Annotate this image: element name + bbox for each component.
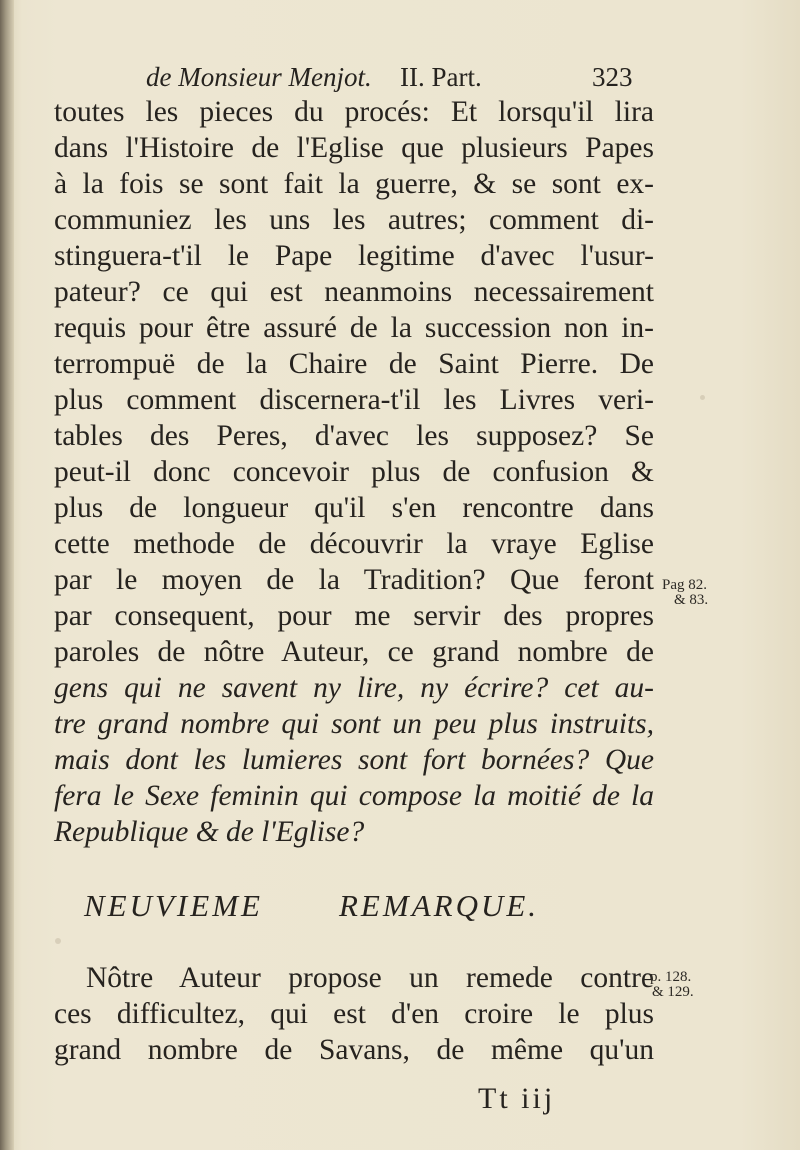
text-line: paroles de nôtre Auteur, ce grand nombre de (54, 636, 654, 668)
heading-word-2: REMARQUE. (339, 888, 540, 923)
text-line: requis pour être assuré de la succession non in- (54, 312, 654, 344)
foxing-spot (55, 938, 61, 944)
text-line: cette methode de découvrir la vraye Eglise (54, 528, 654, 560)
text-line: plus comment discernera-t'il les Livres veri- (54, 384, 654, 416)
text-line: à la fois se sont fait la guerre, & se sont ex- (54, 168, 654, 200)
running-title: de Monsieur Menjot. (146, 62, 372, 92)
text-line: dans l'Histoire de l'Eglise que plusieurs Papes (54, 132, 654, 164)
text-line: grand nombre de Savans, de même qu'un (54, 1034, 654, 1066)
foxing-spot (700, 395, 705, 400)
text-line: stinguera-t'il le Pape legitime d'avec l'usur- (54, 240, 654, 272)
margin-note-line: & 129. (652, 984, 694, 1000)
text-line: pateur? ce qui est neanmoins necessairement (54, 276, 654, 308)
text-line: tables des Peres, d'avec les supposez? Se (54, 420, 654, 452)
text-line: gens qui ne savent ny lire, ny écrire? cet au- (54, 672, 654, 704)
text-line: toutes les pieces du procés: Et lorsqu'il lira (54, 96, 654, 128)
section-heading (84, 888, 624, 928)
text-line: ces difficultez, qui est d'en croire le plus (54, 998, 654, 1030)
running-header (118, 62, 638, 98)
text-line: terrompuë de la Chaire de Saint Pierre. De (54, 348, 654, 380)
page-gutter (0, 0, 14, 1150)
signature-mark: Tt iij (478, 1082, 556, 1115)
page-number: 323 (592, 62, 633, 92)
text-line: par le moyen de la Tradition? Que feront (54, 564, 654, 596)
margin-note-line: & 83. (674, 592, 709, 608)
margin-note-line: Pag 82. (662, 577, 707, 593)
text-line: peut-il donc concevoir plus de confusion & (54, 456, 654, 488)
text-line: Republique & de l'Eglise? (54, 816, 365, 848)
text-line: tre grand nombre qui sont un peu plus instruits, (54, 708, 654, 740)
text-line: communiez les uns les autres; comment di- (54, 204, 654, 236)
part-label: II. Part. (400, 62, 482, 92)
text-line: fera le Sexe feminin qui compose la moitié de la (54, 780, 654, 812)
margin-note-line: p. 128. (650, 969, 692, 985)
text-line: Nôtre Auteur propose un remede contre (86, 962, 654, 994)
text-line: mais dont les lumieres sont fort bornées? Que (54, 744, 654, 776)
margin-note-1 (662, 578, 708, 608)
margin-note-2 (650, 970, 694, 1000)
text-line: par consequent, pour me servir des propres (54, 600, 654, 632)
heading-word-1: NEUVIEME (84, 888, 263, 923)
text-line: plus de longueur qu'il s'en rencontre dans (54, 492, 654, 524)
